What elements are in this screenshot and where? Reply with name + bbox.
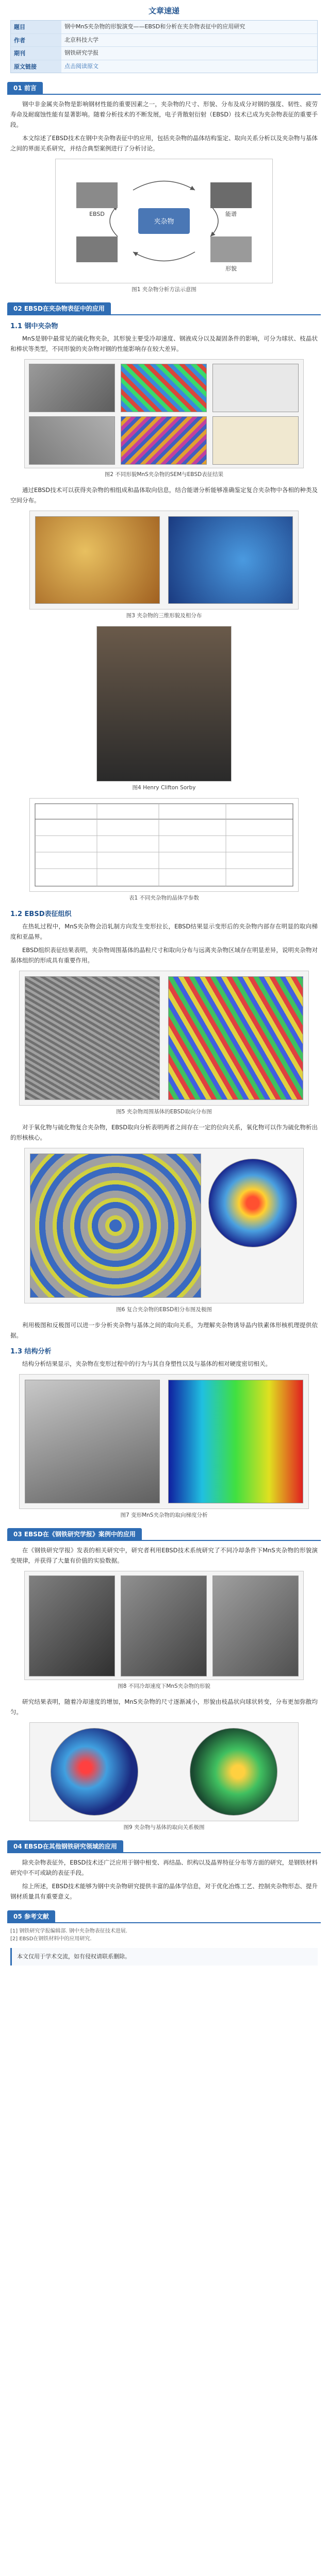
subsection-title: 1.3 结构分析	[10, 1348, 52, 1355]
crystal-model	[212, 364, 299, 412]
reference-list	[10, 1927, 318, 1943]
crystal-model	[212, 416, 299, 465]
reference-item: [2] EBSD在钢铁材料中的应用研究.	[10, 1936, 92, 1942]
3d-morphology-figure	[29, 511, 299, 609]
sem-image	[29, 416, 115, 465]
paragraph: 在热轧过程中，MnS夹杂物会沿轧制方向发生变形拉长，EBSD结果显示变形后的夹杂物内部存在明显的取向梯度和亚晶界。	[10, 923, 318, 940]
figure-caption: 图3 夹杂物的三维形貌及相分布	[126, 613, 202, 619]
cycle-diagram	[56, 159, 272, 283]
table-caption: 表1 不同夹杂物的晶体学参数	[128, 895, 200, 901]
paragraph: 通过EBSD技术可以获得夹杂物的相组成和晶体取向信息，结合能谱分析能够准确鉴定复合夹杂物中各相的种类及空间分布。	[10, 486, 318, 504]
info-key: 题目	[11, 21, 61, 33]
paragraph: 本文综述了EBSD技术在钢中夹杂物表征中的应用，包括夹杂物的晶体结构鉴定、取向关系分析以及夹杂物与基体之间的界面关系研究，并结合典型案例进行了分析讨论。	[10, 134, 318, 152]
paragraph: 钢中非金属夹杂物是影响钢材性能的重要因素之一，夹杂物的尺寸、形貌、分布及成分对钢的强度、韧性、疲劳寿命及耐腐蚀性能有显著影响。随着分析技术的不断发展，电子背散射衍射（EBSD）技术已成为夹杂物表征的重要手段。	[10, 100, 318, 128]
figure-caption: 图5 夹杂物周围基体的EBSD取向分布图	[116, 1109, 212, 1115]
misorientation-figure	[19, 1374, 309, 1509]
phase-map	[168, 516, 293, 604]
section-title: 04 EBSD在其他钢铁研究领域的应用	[7, 1840, 123, 1852]
figure-caption: 图6 复合夹杂物的EBSD相分布图及极图	[116, 1307, 212, 1313]
sem-ebsd-figure	[24, 359, 304, 468]
method-cycle-figure	[55, 159, 273, 283]
paragraph: 利用极图和反极图可以进一步分析夹杂物与基体之间的取向关系，为理解夹杂物诱导晶内铁素体形核机理提供依据。	[10, 1321, 318, 1339]
paragraph: 在《钢铁研究学报》发表的相关研究中，研究者利用EBSD技术系统研究了不同冷却条件下MnS夹杂物的形貌演变规律，并获得了大量有价值的实验数据。	[10, 1547, 318, 1564]
section-title: 05 参考文献	[7, 1910, 55, 1922]
section-title: 03 EBSD在《钢铁研究学报》案例中的应用	[7, 1528, 142, 1540]
figure-caption: 图9 夹杂物与基体的取向关系极图	[123, 1824, 205, 1831]
sem-image	[25, 1380, 160, 1503]
sem-image	[212, 1575, 299, 1676]
paragraph: EBSD组织表征结果表明，夹杂物周围基体的晶粒尺寸和取向分布与远离夹杂物区域存在明显差异，说明夹杂物对基体组织的形成具有重要作用。	[10, 946, 318, 964]
reference-item: [1] 钢铁研究学报编辑部. 钢中夹杂物表征技术进展.	[10, 1928, 127, 1934]
phase-map	[30, 1154, 201, 1298]
table-grid	[30, 799, 298, 891]
figure-caption: 图7 变形MnS夹杂物的取向梯度分析	[120, 1512, 208, 1518]
figure-caption: 图4 Henry Clifton Sorby	[132, 785, 196, 791]
figure-caption: 图8 不同冷却速度下MnS夹杂物的形貌	[118, 1683, 210, 1689]
paragraph: 研究结果表明，随着冷却速度的增加，MnS夹杂物的尺寸逐渐减小，形貌由枝晶状向球状转变，分布更加弥散均匀。	[10, 1698, 318, 1716]
band-contrast-map	[25, 976, 160, 1100]
portrait-photo	[96, 626, 232, 782]
section-title: 02 EBSD在夹杂物表征中的应用	[7, 302, 111, 314]
info-key: 期刊	[11, 47, 61, 60]
paragraph: MnS是钢中最常见的硫化物夹杂，其形貌主要受冷却速度、钢液成分以及凝固条件的影响，可分为球状、枝晶状和棒状等类型，不同形貌的夹杂物对钢的性能影响存在较大差异。	[10, 335, 318, 352]
ebsd-map	[121, 364, 207, 412]
info-key: 作者	[11, 34, 61, 47]
pole-figure	[190, 1728, 277, 1816]
paragraph: 结构分析结果显示，夹杂物在变形过程中的行为与其自身塑性以及与基体的相对硬度密切相关。	[22, 1360, 271, 1367]
section-header	[7, 1911, 321, 1923]
info-row[interactable]	[11, 60, 317, 73]
info-value: 钢中MnS夹杂物的形貌演变——EBSD和分析在夹杂物表征中的应用研究	[64, 23, 245, 30]
section-header	[7, 82, 321, 95]
info-row	[11, 34, 317, 47]
info-value: 北京科技大学	[64, 36, 99, 43]
figure-caption: 图1 夹杂物分析方法示意图	[132, 286, 196, 293]
cycle-label: EBSD	[89, 211, 105, 217]
pole-relation-figure	[29, 1722, 299, 1821]
sem-image	[29, 1575, 115, 1676]
paragraph: 综上所述，EBSD技术能够为钢中夹杂物研究提供丰富的晶体学信息，对于优化冶炼工艺、控制夹杂物形态、提升钢材质量具有重要意义。	[10, 1883, 318, 1900]
figure-caption: 图2 不同形貌MnS夹杂物的SEM与EBSD表征结果	[104, 471, 224, 478]
ipf-map	[168, 976, 303, 1100]
subsection-title: 1.2 EBSD表征组织	[10, 910, 72, 918]
subsection-title: 1.1 钢中夹杂物	[10, 323, 58, 330]
cycle-label: 能谱	[225, 211, 237, 217]
cycle-center-label: 夹杂物	[154, 218, 174, 226]
3d-render	[35, 516, 160, 604]
section-title: 01 前言	[7, 82, 43, 94]
paragraph: 对于氧化物与硫化物复合夹杂物，EBSD取向分析表明两者之间存在一定的位向关系，氧化物可以作为硫化物析出的形核核心。	[10, 1124, 318, 1141]
ebsd-map	[121, 416, 207, 465]
read-original-link[interactable]: 点击阅读原文	[64, 62, 99, 70]
info-value: 钢铁研究学报	[64, 49, 99, 56]
phase-pole-figure	[24, 1148, 304, 1303]
info-row	[11, 47, 317, 60]
article-info-table	[10, 20, 318, 73]
section-header	[7, 303, 321, 315]
section-header	[7, 1841, 321, 1853]
pole-figure	[51, 1728, 138, 1816]
orientation-map-figure	[19, 971, 309, 1106]
info-row	[11, 21, 317, 34]
paragraph: 除夹杂物表征外，EBSD技术还广泛应用于钢中相变、再结晶、织构以及晶界特征分布等方面的研究，是钢铁材料研究中不可或缺的表征手段。	[10, 1859, 318, 1876]
section-header	[7, 1529, 321, 1541]
cycle-label: 形貌	[225, 265, 237, 272]
info-key: 原文链接	[11, 60, 61, 73]
page-title: 文章速递	[148, 6, 179, 15]
sem-image	[29, 364, 115, 412]
crystal-parameter-table	[29, 798, 299, 892]
sem-image	[121, 1575, 207, 1676]
disclaimer-note: 本文仅用于学术交流，如有侵权请联系删除。	[10, 1948, 318, 1965]
kam-map	[168, 1380, 303, 1503]
cooling-morphology-figure	[24, 1571, 304, 1680]
pole-figure	[208, 1159, 297, 1247]
